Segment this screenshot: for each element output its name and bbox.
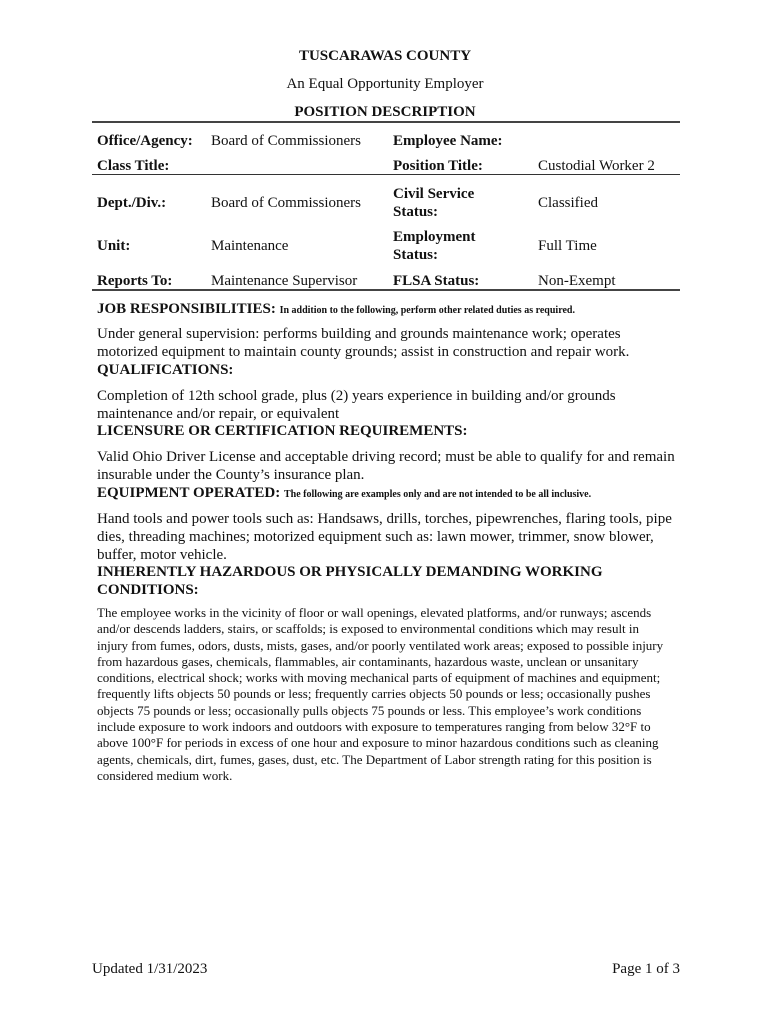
unit-label: Unit: bbox=[97, 238, 131, 254]
qualifications-heading: QUALIFICATIONS: bbox=[97, 362, 234, 378]
class-title-label: Class Title: bbox=[97, 158, 170, 174]
dept-label: Dept./Div.: bbox=[97, 195, 167, 211]
flsa-value: Non-Exempt bbox=[538, 273, 616, 289]
county-name: TUSCARAWAS COUNTY bbox=[298, 48, 472, 64]
info-bottom-divider bbox=[92, 289, 680, 291]
flsa-label: FLSA Status: bbox=[393, 273, 480, 289]
job-responsibilities-note: In addition to the following, perform other related duties as required. bbox=[279, 305, 575, 316]
licensure-text: Valid Ohio Driver License and acceptable driving record; must be able to qualify for and remain insurable under the County’s insurance plan. bbox=[97, 449, 675, 483]
licensure-heading: LICENSURE OR CERTIFICATION REQUIREMENTS: bbox=[97, 423, 468, 439]
equipment-text: Hand tools and power tools such as: Handsaws, drills, torches, pipewrenches, flaring tools, pipe dies, threading machines; motorized equipment such as: lawn mower, trimmer, snow blower, buffer, motor vehicle. bbox=[97, 511, 672, 563]
qualifications-text: Completion of 12th school grade, plus (2) years experience in building and/or grounds maintenance and/or repair, or equivalent bbox=[97, 388, 616, 422]
civil-service-label: Civil Service Status: bbox=[393, 186, 475, 220]
office-label: Office/Agency: bbox=[97, 133, 193, 149]
info-divider bbox=[92, 174, 680, 175]
document-title: POSITION DESCRIPTION bbox=[294, 104, 476, 120]
unit-value: Maintenance bbox=[211, 238, 289, 254]
civil-service-value: Classified bbox=[538, 195, 598, 211]
reports-to-label: Reports To: bbox=[97, 273, 173, 289]
equipment-heading: EQUIPMENT OPERATED: bbox=[97, 485, 281, 501]
dept-value: Board of Commissioners bbox=[211, 195, 361, 211]
position-title-label: Position Title: bbox=[393, 158, 483, 174]
job-responsibilities-heading-line bbox=[97, 300, 677, 320]
employee-name-label: Employee Name: bbox=[393, 133, 503, 149]
hazardous-conditions-text: The employee works in the vicinity of floor or wall openings, elevated platforms, and/or runways; ascends and/or descends ladders, stairs, or scaffolds; is exposed to environmental conditions which may result in injury from fumes, odors, dusts, mists, gases, and/or poorly ventilated work areas; exposed to possible injury from hazardous gases, chemicals, flammables, air contaminants, hazardous waste, unclean or unsanitary conditions, electrical shock; works with moving mechanical parts of equipment of machines and equipment; frequently lifts objects 50 pounds or less; frequently carries objects 50 pounds or less; occasionally pushes objects 75 pounds or less; occasionally pulls objects 75 pounds or less. This employee’s work conditions include exposure to work indoors and outdoors with exposure to temperatures ranging from below 32°F to above 100°F for periods in excess of one hour and exposure to minor hazardous conditions such as cleaning agents, chemicals, dirt, fumes, gases, dust, etc. The Department of Labor strength rating for this position is considered medium work. bbox=[97, 605, 664, 783]
position-title-value: Custodial Worker 2 bbox=[538, 158, 655, 174]
page-number: Page 1 of 3 bbox=[612, 961, 680, 977]
hazardous-conditions-heading: INHERENTLY HAZARDOUS OR PHYSICALLY DEMANDING WORKING CONDITIONS: bbox=[97, 564, 603, 598]
equipment-note: The following are examples only and are not intended to be all inclusive. bbox=[283, 489, 592, 500]
employment-status-value: Full Time bbox=[538, 238, 597, 254]
employer-statement: An Equal Opportunity Employer bbox=[286, 76, 484, 92]
job-responsibilities-text: Under general supervision: performs building and grounds maintenance work; operates motorized equipment to maintain county grounds; assist in construction and repair work. bbox=[97, 326, 630, 360]
job-responsibilities-heading: JOB RESPONSIBILITIES: bbox=[97, 301, 276, 317]
updated-date: Updated 1/31/2023 bbox=[92, 961, 208, 977]
employment-status-label: Employment Status: bbox=[393, 229, 476, 263]
reports-to-value: Maintenance Supervisor bbox=[211, 273, 358, 289]
equipment-heading-line bbox=[97, 484, 677, 504]
office-value: Board of Commissioners bbox=[211, 133, 361, 149]
top-divider bbox=[92, 121, 680, 123]
